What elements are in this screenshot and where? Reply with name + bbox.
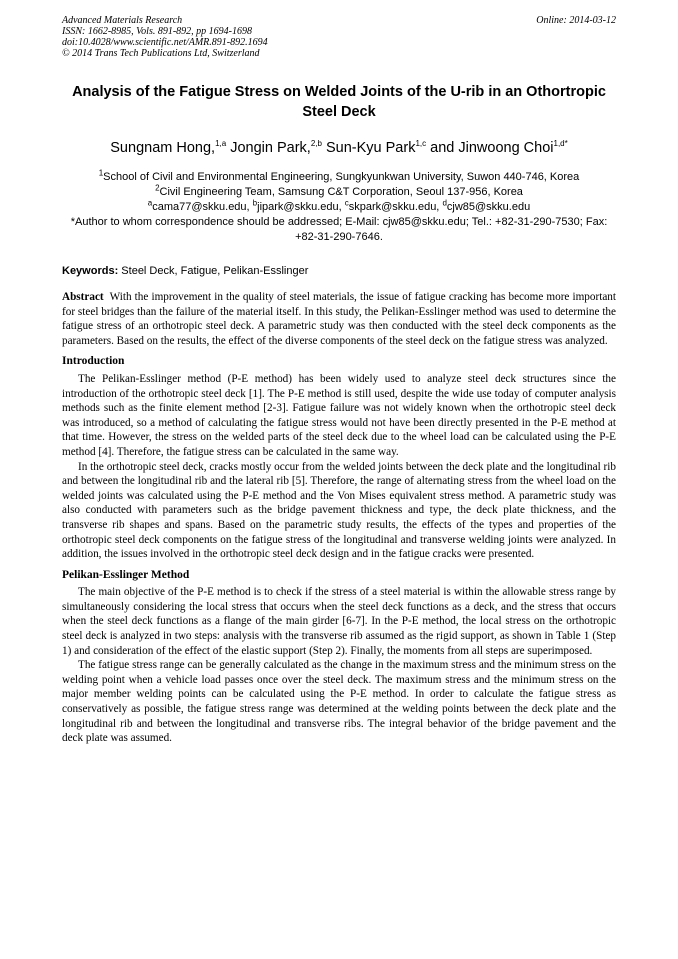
affiliation-mark: 1: [98, 168, 104, 178]
paper-title: Analysis of the Fatigue Stress on Welded Joints of the U-rib in an Othortropic Steel Deck: [72, 84, 606, 120]
author-name: Jongin Park,: [226, 140, 311, 156]
affiliation-text: School of Civil and Environmental Engineering, Sungkyunkwan University, Suwon 440-746, Korea: [103, 171, 580, 183]
doi-line: doi:10.4028/www.scientific.net/AMR.891-892.1694: [62, 37, 268, 48]
author-name: and Jinwoong Choi: [426, 140, 554, 156]
keywords-line: [62, 264, 616, 278]
affiliations: [60, 170, 618, 245]
affiliation-text: Civil Engineering Team, Samsung C&T Corporation, Seoul 137-956, Korea: [159, 186, 523, 198]
corresponding-author-note: *Author to whom correspondence should be addressed; E-Mail: cjw85@skku.edu; Tel.: +82-31-290-7530; Fax: +82-31-290-7646.: [70, 216, 608, 243]
affiliation-line: [60, 185, 618, 200]
email-mark: a: [147, 198, 153, 208]
abstract-paragraph: [62, 290, 616, 348]
abstract-label: Abstract: [62, 291, 104, 303]
author-affiliation-mark: 1,a: [215, 139, 227, 149]
email-mark: b: [252, 198, 258, 208]
author-name: Sungnam Hong,: [110, 140, 216, 156]
abstract-text: With the improvement in the quality of steel materials, the issue of fatigue cracking has become more important for steel bridges than the failure of the material itself. In this study, the Pelikan-Esslinger method was used to determine the fatigue stress of an orthotropic steel deck. A parametric study was then conducted with the steel deck components as the parameters. Based on the results, the effect of the diverse components of the steel deck on the fatigue stress was analyzed.: [62, 291, 616, 347]
author-list: [40, 139, 638, 157]
author-name: Sun-Kyu Park: [321, 140, 416, 156]
author-affiliation-mark: 2,b: [310, 139, 322, 149]
email-line: [60, 200, 618, 215]
header-citation-block: [62, 15, 616, 59]
issn-line: ISSN: 1662-8985, Vols. 891-892, pp 1694-1698: [62, 26, 252, 37]
section-heading-introduction: Introduction: [62, 355, 125, 368]
body-paragraph: The fatigue stress range can be generally calculated as the change in the maximum stress and the minimum stress on the welding point when a vehicle load passes once over the steel deck. The maximum stress and the minimum stress on the major member welding points can be calculated using the P-E method. In order to calculate the fatigue stress as conservatively as possible, the fatigue stress range was determined at the welding points between the deck plate and the longitudinal rib and between the longitudinal and transverse ribs. The integral behavior of the bridge pavement and the deck plate was assumed.: [62, 659, 616, 745]
body-paragraph: In the orthotropic steel deck, cracks mostly occur from the welded joints between the deck plate and the longitudinal rib and between the longitudinal rib and the lateral rib [5]. Therefore, the range of alternating stress from the wheel load on the welded joints was calculated using the P-E method and the Von Mises equivalent stress method. A parametric study was also conducted with parameters such as the bridge pavement thickness and type, the deck plate thickness, and the transverse rib shapes and spans. Based on the parametric study results, the effects of the types and properties of the orthotropic steel deck components on the fatigue stress of the longitudinal and transverse welding joints were analyzed. In addition, the issues involved in the orthotropic steel deck design and in the fatigue cracks were presented.: [62, 460, 616, 561]
email-mark: d: [442, 198, 447, 208]
section-heading-pe-method: Pelikan-Esslinger Method: [62, 568, 190, 581]
copyright-line: © 2014 Trans Tech Publications Ltd, Switzerland: [62, 48, 260, 59]
email-address: cjw85@skku.edu: [446, 201, 531, 213]
paper-body: [62, 290, 616, 746]
author-affiliation-mark: 1,c: [415, 139, 427, 149]
journal-header: [62, 15, 616, 59]
email-address: jipark@skku.edu,: [257, 201, 345, 213]
email-address: cama77@skku.edu,: [152, 201, 253, 213]
keywords-label: Keywords:: [62, 265, 119, 277]
body-paragraph: The Pelikan-Esslinger method (P-E method) has been widely used to analyze steel deck structures since the introduction of the orthotropic steel deck [1]. The P-E method is still used, despite the wide use today of computer analysis methods such as the finite element method [2-3]. Fatigue failure was not widely known when the orthotropic steel deck was introduced, so a method of calculating the fatigue stress would not have been directly presented in the P-E method at that time. However, the stress on the welded parts of the steel deck due to the wheel load can be calculated using the P-E method [4]. Therefore, the fatigue stress can be calculated in the same way.: [62, 372, 616, 458]
journal-name: Advanced Materials Research: [62, 15, 183, 26]
email-address: skpark@skku.edu,: [348, 201, 443, 213]
affiliation-mark: 2: [155, 183, 160, 193]
email-mark: c: [344, 198, 349, 208]
online-date: Online: 2014-03-12: [536, 15, 616, 26]
keywords-text: Steel Deck, Fatigue, Pelikan-Esslinger: [118, 265, 309, 277]
author-affiliation-mark: 1,d*: [553, 139, 568, 149]
body-paragraph: The main objective of the P-E method is to check if the stress of a steel material is within the allowable stress range by simultaneously considering the local stress that occurs when the steel deck functions as a deck, and the stress that occurs when the steel deck functions as a flange of the main girder [6-7]. In the P-E method, the local stress on the orthotropic steel deck is analyzed in two steps: analysis with the transverse rib assumed as the rigid support, as shown in Table 1 (Step 1) and consideration of the effect of the elastic support (Step 2). Finally, the moments from all steps are superimposed.: [62, 586, 616, 657]
affiliation-line: [60, 170, 618, 185]
